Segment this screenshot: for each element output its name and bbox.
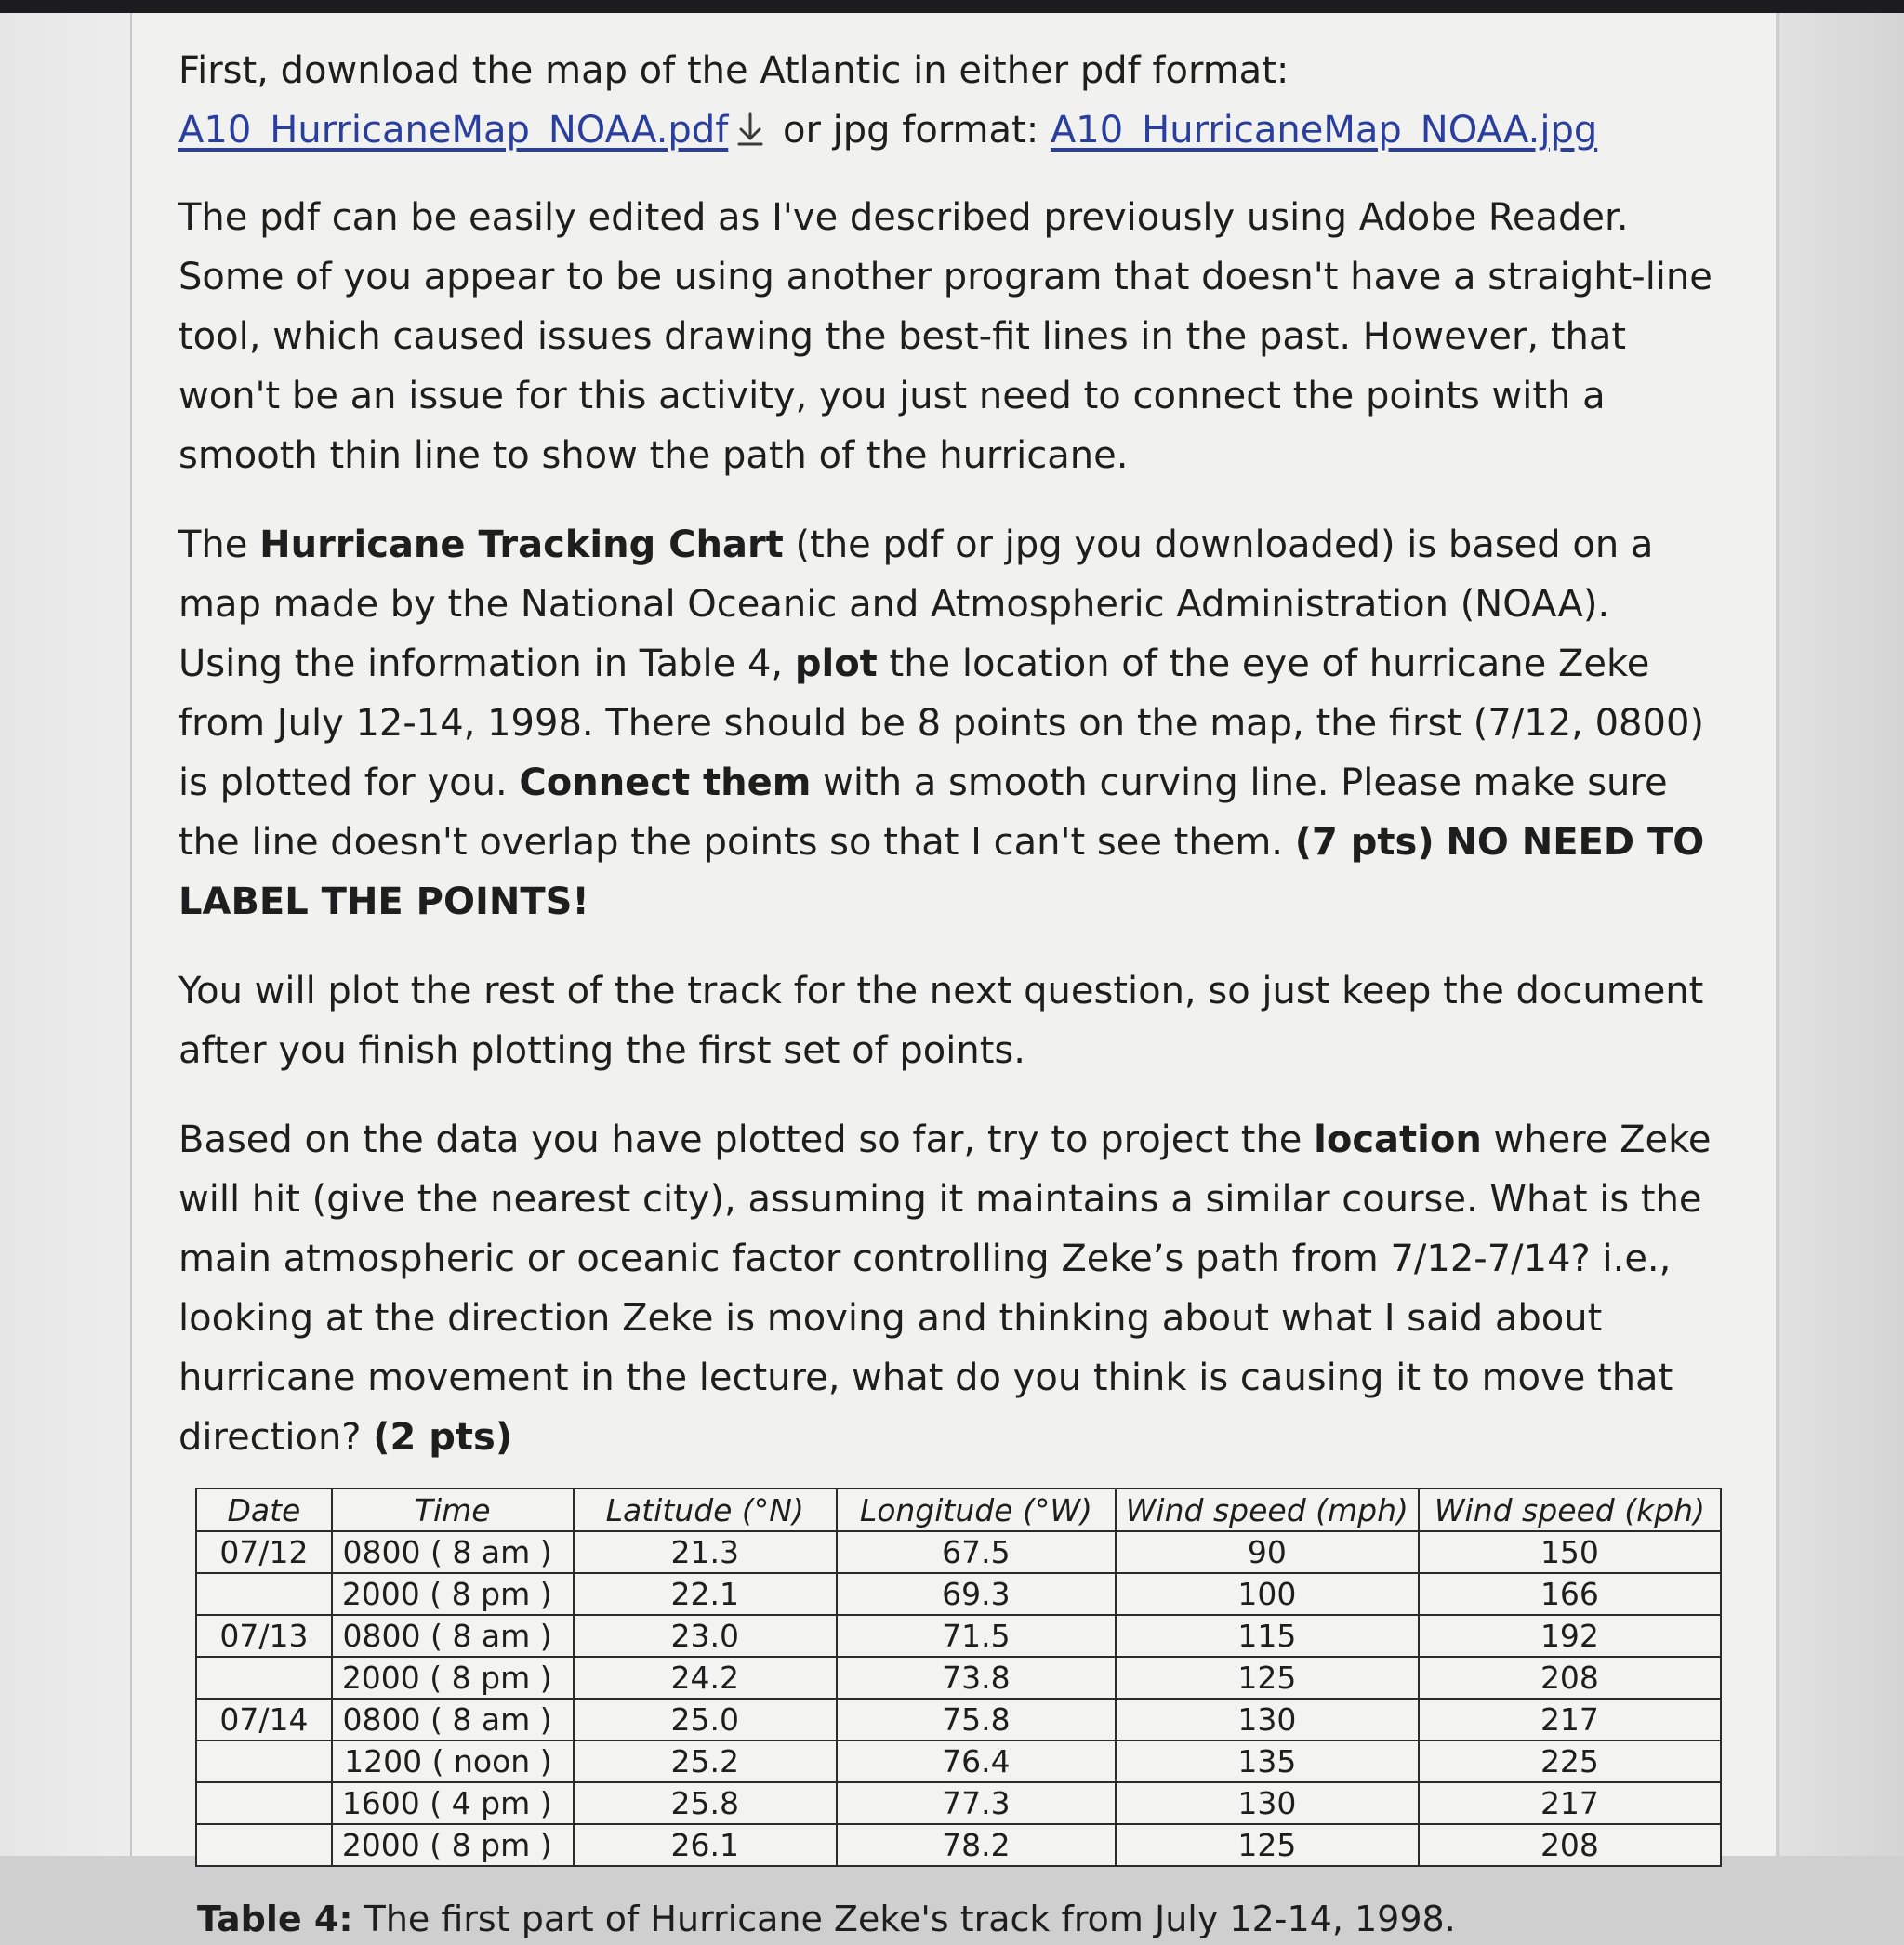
longitude-cell: 78.2 bbox=[837, 1824, 1116, 1866]
wind-kph-cell: 208 bbox=[1419, 1824, 1721, 1866]
wind-mph-cell: 130 bbox=[1116, 1699, 1419, 1740]
longitude-cell: 71.5 bbox=[837, 1615, 1116, 1657]
plot-task-text-3: the location of the eye of hurricane Zeke from July 12-14, 1998. There should be 8 points on the map, the first (7/12, 0800) is plotted for you. bbox=[178, 642, 1704, 804]
intro-paragraph bbox=[178, 41, 1722, 160]
longitude-cell: 77.3 bbox=[837, 1782, 1116, 1824]
date-cell: 07/14 bbox=[196, 1699, 332, 1740]
latitude-cell: 25.2 bbox=[574, 1740, 837, 1782]
longitude-cell: 75.8 bbox=[837, 1699, 1116, 1740]
wind-mph-cell: 135 bbox=[1116, 1740, 1419, 1782]
header-wind-kph: Wind speed (kph) bbox=[1419, 1489, 1721, 1531]
latitude-cell: 23.0 bbox=[574, 1615, 837, 1657]
plot-task-paragraph bbox=[178, 515, 1722, 932]
latitude-cell: 26.1 bbox=[574, 1824, 837, 1866]
latitude-cell: 25.0 bbox=[574, 1699, 837, 1740]
document-page bbox=[132, 13, 1776, 1939]
date-cell bbox=[196, 1782, 332, 1824]
download-arrow-icon[interactable] bbox=[734, 111, 767, 148]
longitude-cell: 67.5 bbox=[837, 1531, 1116, 1573]
longitude-cell: 69.3 bbox=[837, 1573, 1116, 1615]
points-bold: (7 pts) bbox=[1294, 821, 1435, 864]
intro-middle-text: or jpg format: bbox=[783, 109, 1039, 152]
plot-task-text-4: with a smooth curving line. Please make sure the line doesn't overlap the points so that I can't see them. bbox=[178, 761, 1668, 864]
date-cell bbox=[196, 1824, 332, 1866]
table-header-row bbox=[196, 1489, 1721, 1531]
next-question-paragraph: You will plot the rest of the track for the next question, so just keep the document after you finish plotting the first set of points. bbox=[178, 970, 1704, 1072]
chart-name-bold: Hurricane Tracking Chart bbox=[259, 523, 784, 566]
date-cell bbox=[196, 1573, 332, 1615]
table-row bbox=[196, 1573, 1721, 1615]
document-content bbox=[178, 41, 1722, 1945]
plot-bold: plot bbox=[794, 642, 878, 685]
connect-bold: Connect them bbox=[519, 761, 812, 804]
wind-mph-cell: 130 bbox=[1116, 1782, 1419, 1824]
wind-kph-cell: 166 bbox=[1419, 1573, 1721, 1615]
time-cell: 0800 ( 8 am ) bbox=[332, 1615, 574, 1657]
instructions-paragraph: The pdf can be easily edited as I've described previously using Adobe Reader. Some of you appear to be using another program that doesn't have a straight-line tool, which caused issues drawing the best-fit lines in the past. However, that won't be an issue for this activity, you just need to connect the points with a smooth thin line to show the path of the hurricane. bbox=[178, 196, 1712, 477]
wind-kph-cell: 217 bbox=[1419, 1782, 1721, 1824]
left-margin bbox=[0, 13, 132, 1856]
header-longitude: Longitude (°W) bbox=[837, 1489, 1116, 1531]
table-row bbox=[196, 1615, 1721, 1657]
header-latitude: Latitude (°N) bbox=[574, 1489, 837, 1531]
plot-task-text-2: (the pdf or jpg you downloaded) is based on a map made by the National Oceanic and Atmospheric Administration (NOAA). Using the information in Table 4, bbox=[178, 523, 1654, 685]
longitude-cell: 76.4 bbox=[837, 1740, 1116, 1782]
wind-kph-cell: 208 bbox=[1419, 1657, 1721, 1699]
date-cell: 07/13 bbox=[196, 1615, 332, 1657]
date-cell bbox=[196, 1657, 332, 1699]
wind-kph-cell: 225 bbox=[1419, 1740, 1721, 1782]
table-row bbox=[196, 1699, 1721, 1740]
caption-label: Table 4: bbox=[197, 1899, 353, 1939]
table-row bbox=[196, 1782, 1721, 1824]
time-cell: 1200 ( noon ) bbox=[332, 1740, 574, 1782]
table-row bbox=[196, 1824, 1721, 1866]
table-row bbox=[196, 1657, 1721, 1699]
right-margin bbox=[1778, 13, 1904, 1856]
plot-task-text-5 bbox=[1435, 821, 1447, 864]
date-cell: 07/12 bbox=[196, 1531, 332, 1573]
latitude-cell: 25.8 bbox=[574, 1782, 837, 1824]
time-cell: 0800 ( 8 am ) bbox=[332, 1531, 574, 1573]
jpg-download-link[interactable]: A10_HurricaneMap_NOAA.jpg bbox=[1050, 109, 1598, 152]
projection-text-2: where Zeke will hit (give the nearest city), assuming it maintains a similar course. What is the main atmospheric or oceanic factor controlling Zeke’s path from 7/12-7/14? i.e., looking at the direction Zeke is moving and thinking about what I said about hurricane movement in the lecture, what do you think is causing it to move that direction? bbox=[178, 1118, 1712, 1459]
location-bold: location bbox=[1314, 1118, 1482, 1161]
time-cell: 1600 ( 4 pm ) bbox=[332, 1782, 574, 1824]
table-caption bbox=[197, 1893, 1722, 1945]
plot-task-text-1: The bbox=[178, 523, 260, 566]
table-row bbox=[196, 1740, 1721, 1782]
header-time: Time bbox=[332, 1489, 574, 1531]
time-cell: 2000 ( 8 pm ) bbox=[332, 1824, 574, 1866]
projection-text-1: Based on the data you have plotted so far, try to project the bbox=[178, 1118, 1315, 1161]
latitude-cell: 24.2 bbox=[574, 1657, 837, 1699]
wind-mph-cell: 115 bbox=[1116, 1615, 1419, 1657]
wind-mph-cell: 125 bbox=[1116, 1824, 1419, 1866]
time-cell: 2000 ( 8 pm ) bbox=[332, 1657, 574, 1699]
projection-question-paragraph bbox=[178, 1110, 1722, 1467]
latitude-cell: 21.3 bbox=[574, 1531, 837, 1573]
header-date: Date bbox=[196, 1489, 332, 1531]
wind-kph-cell: 150 bbox=[1419, 1531, 1721, 1573]
longitude-cell: 73.8 bbox=[837, 1657, 1116, 1699]
no-label-bold: NO NEED TO LABEL THE POINTS! bbox=[178, 821, 1705, 923]
wind-mph-cell: 125 bbox=[1116, 1657, 1419, 1699]
wind-kph-cell: 217 bbox=[1419, 1699, 1721, 1740]
top-bezel bbox=[0, 0, 1904, 13]
hurricane-data-table bbox=[195, 1488, 1722, 1867]
pdf-download-link[interactable]: A10_HurricaneMap_NOAA.pdf bbox=[178, 109, 729, 152]
date-cell bbox=[196, 1740, 332, 1782]
time-cell: 0800 ( 8 am ) bbox=[332, 1699, 574, 1740]
latitude-cell: 22.1 bbox=[574, 1573, 837, 1615]
caption-text: The first part of Hurricane Zeke's track from July 12-14, 1998. bbox=[352, 1899, 1456, 1939]
wind-mph-cell: 90 bbox=[1116, 1531, 1419, 1573]
intro-text: First, download the map of the Atlantic in either pdf format: bbox=[178, 49, 1289, 92]
wind-kph-cell: 192 bbox=[1419, 1615, 1721, 1657]
projection-points-bold: (2 pts) bbox=[373, 1416, 513, 1459]
table-row bbox=[196, 1531, 1721, 1573]
wind-mph-cell: 100 bbox=[1116, 1573, 1419, 1615]
header-wind-mph: Wind speed (mph) bbox=[1116, 1489, 1419, 1531]
time-cell: 2000 ( 8 pm ) bbox=[332, 1573, 574, 1615]
